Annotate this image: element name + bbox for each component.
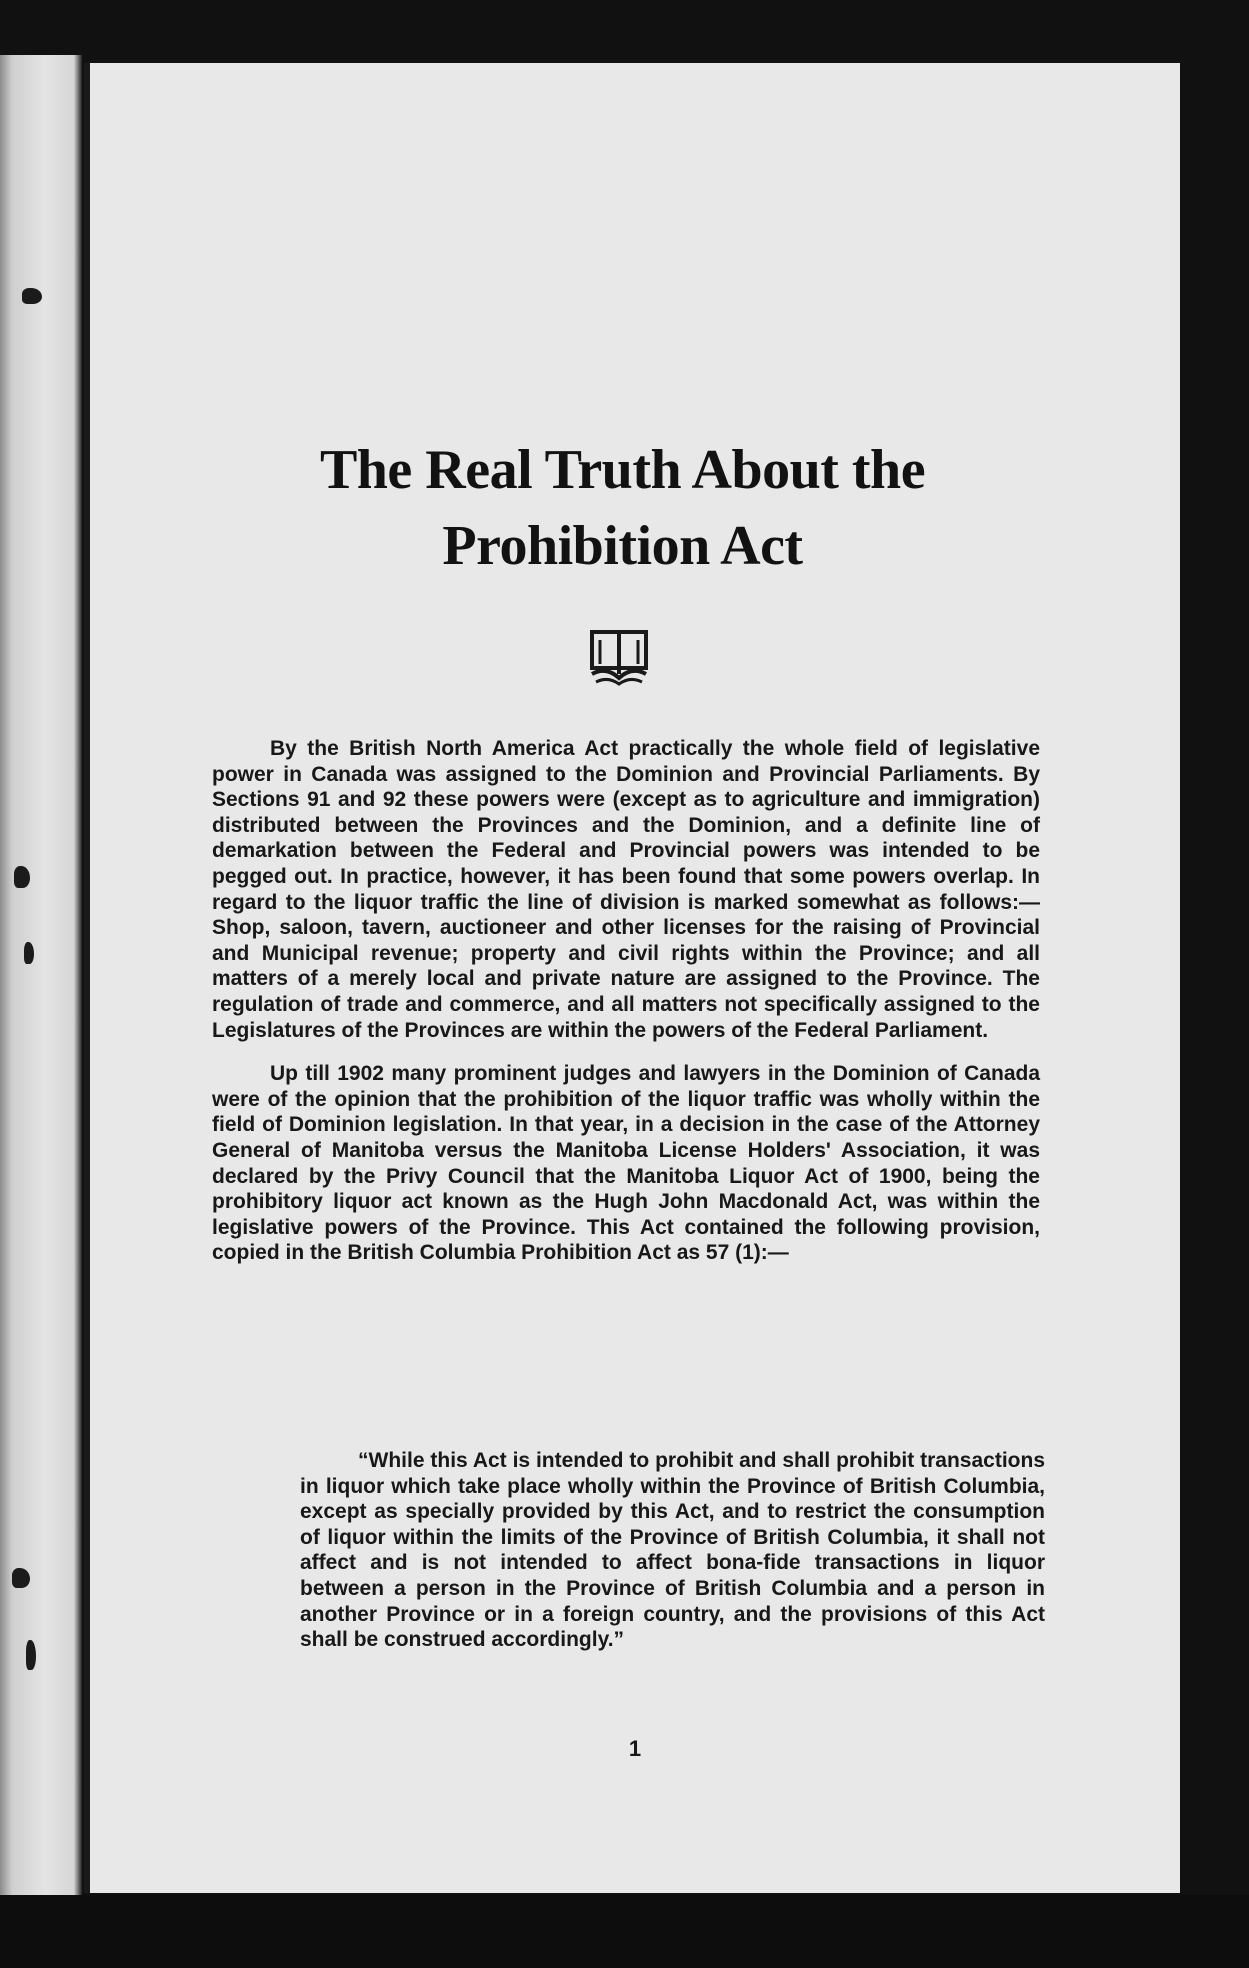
- margin-mark: [22, 288, 42, 304]
- page-number: 1: [628, 1736, 642, 1761]
- title-line-1: The Real Truth About the: [319, 439, 926, 501]
- margin-mark: [24, 942, 34, 964]
- body-text: [212, 736, 1040, 1284]
- paragraph-1: By the British North America Act practically the whole field of legislative power in Canada was assigned to the Dominion and Provincial Parliaments. By Sections 91 and 92 these powers were (except as to agriculture and immigration) distributed between the Provinces and the Dominion, and a definite line of demarkation between the Federal and Provincial powers was intended to be pegged out. In practice, however, it has been found that some powers overlap. In regard to the liquor traffic the line of division is marked somewhat as follows:—Shop, saloon, tavern, auctioneer and other licenses for the raising of Provincial and Municipal revenue; property and civil rights within the Province; and all matters of a merely local and private nature are assigned to the Province. The regulation of trade and commerce, and all matters not specifically assigned to the Legislatures of the Provinces are within the powers of the Federal Parliament.: [212, 737, 1040, 1042]
- adjacent-page-edge: [0, 55, 82, 1900]
- margin-mark: [14, 866, 30, 888]
- margin-mark: [26, 1640, 36, 1670]
- margin-mark: [12, 1568, 30, 1588]
- block-quote: “While this Act is intended to prohibit and shall prohibit transactions in liquor which take place wholly within the Province of British Columbia, except as specially provided by this Act, and to restrict the consumption of liquor within the limits of the Province of British Columbia, it shall not affect and is not intended to affect bona-fide transactions in liquor between a person in the Province of British Columbia and a person in another Province or in a foreign country, and the provisions of this Act shall be construed accordingly.”: [300, 1449, 1045, 1652]
- document-title: [90, 432, 1155, 584]
- title-line-2: Prohibition Act: [442, 515, 803, 577]
- scan-border: [0, 1895, 1249, 1968]
- book-ornament-icon: [588, 628, 650, 688]
- paragraph-2: Up till 1902 many prominent judges and lawyers in the Dominion of Canada were of the opinion that the prohibition of the liquor traffic was wholly within the field of Dominion legislation. In that year, in a decision in the case of the Attorney General of Manitoba versus the Manitoba License Holders' Association, it was declared by the Privy Council that the Manitoba Liquor Act of 1900, being the prohibitory liquor act known as the Hugh John Macdonald Act, was within the legislative powers of the Province. This Act contained the following provision, copied in the British Columbia Prohibition Act as 57 (1):—: [212, 1062, 1040, 1265]
